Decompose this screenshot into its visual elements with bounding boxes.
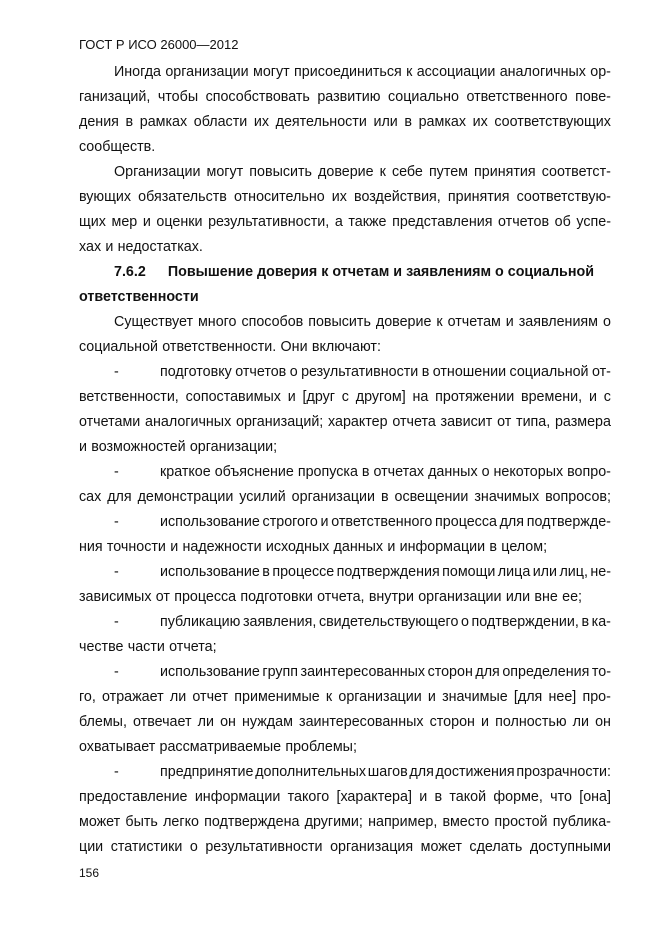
word: к	[406, 64, 413, 80]
word: ганизаций,	[79, 89, 151, 105]
word: усилий	[239, 489, 286, 505]
word: и	[287, 389, 296, 405]
list-bullet-dash: -	[114, 364, 119, 380]
word: от	[497, 414, 512, 430]
word: ли	[169, 689, 187, 705]
word: в	[125, 114, 134, 130]
word: в	[581, 614, 590, 630]
word: и	[105, 239, 114, 255]
word: рамках	[418, 114, 467, 130]
text-line	[79, 685, 611, 710]
text-line	[79, 435, 611, 460]
word: публика-	[552, 814, 611, 830]
word: значимых	[474, 489, 540, 505]
word: например,	[368, 814, 438, 830]
word: вместо	[442, 814, 490, 830]
word: присоединиться	[294, 64, 402, 80]
word: а	[334, 214, 343, 230]
word: сообществ.	[79, 139, 156, 155]
word: социальной	[79, 339, 159, 355]
word: другом]	[355, 389, 406, 405]
text-line	[79, 560, 611, 585]
text-line	[79, 210, 611, 235]
word: краткое	[160, 464, 211, 480]
word: вующих	[79, 189, 132, 205]
word: и	[481, 714, 490, 730]
word: процесса	[435, 514, 497, 530]
page-number: 156	[79, 866, 100, 880]
word: о	[602, 314, 611, 330]
word: от	[155, 589, 170, 605]
word: вопросов;	[545, 489, 611, 505]
word: принятия	[447, 189, 510, 205]
word: к	[379, 164, 386, 180]
word: путем	[428, 164, 468, 180]
word: ответственного	[331, 514, 433, 530]
word: отчета	[392, 414, 436, 430]
word: форме,	[493, 789, 543, 805]
word: вне	[534, 589, 558, 605]
text-line	[79, 385, 611, 410]
list-bullet-dash: -	[114, 564, 119, 580]
word: может	[420, 839, 462, 855]
word: внутри	[368, 589, 414, 605]
word: возможностей	[91, 439, 186, 455]
word: в	[404, 114, 412, 130]
word: информации	[194, 789, 281, 805]
text-line	[79, 160, 611, 185]
word: сторон	[427, 664, 473, 680]
word: и	[142, 214, 151, 230]
word: развитию	[317, 89, 381, 105]
word: ли	[572, 714, 589, 730]
word: помощи	[442, 564, 496, 580]
word: заявления,	[242, 614, 317, 630]
list-bullet-dash: -	[114, 514, 119, 530]
word: обязательств	[138, 189, 227, 205]
word: [для	[513, 689, 543, 705]
word: использование	[160, 664, 260, 680]
word: характер	[328, 414, 388, 430]
word: успе-	[576, 214, 611, 230]
word: отвечает	[133, 714, 192, 730]
word: целом;	[501, 539, 548, 555]
word: что	[550, 789, 572, 805]
word: заявлениям	[518, 314, 598, 330]
word: публикацию	[160, 614, 241, 630]
word: и	[505, 314, 514, 330]
word: хах	[79, 239, 102, 255]
word: и	[588, 389, 597, 405]
text-line	[79, 85, 611, 110]
word: об	[554, 214, 571, 230]
word: или	[373, 114, 398, 130]
word: результативности	[205, 839, 323, 855]
word: о	[289, 364, 298, 380]
word: отчетов	[498, 214, 550, 230]
word: в	[262, 564, 270, 580]
word: представления	[392, 214, 493, 230]
word: надежности	[182, 539, 262, 555]
word: информации	[399, 539, 486, 555]
word: размера	[554, 414, 611, 430]
word: легко	[163, 814, 199, 830]
text-line	[79, 60, 611, 85]
word: вопро-	[567, 464, 611, 480]
list-bullet-dash: -	[114, 664, 119, 680]
word: ответственного	[466, 89, 568, 105]
word: оценки	[156, 214, 203, 230]
word: дения	[79, 114, 119, 130]
word: свидетельствующего	[318, 614, 459, 630]
word: повысить	[249, 164, 312, 180]
word: также	[348, 214, 387, 230]
text-line	[79, 185, 611, 210]
text-line	[79, 510, 611, 535]
word: процесса	[174, 589, 237, 605]
word: заинтересованных	[300, 664, 426, 680]
word: полностью	[495, 714, 567, 730]
word: Иногда	[114, 64, 161, 80]
word: и	[79, 439, 87, 455]
word: прозрачности:	[516, 764, 611, 780]
word: достижения	[435, 764, 515, 780]
word: себе	[391, 164, 423, 180]
word: для	[107, 489, 132, 505]
text-line	[79, 310, 611, 335]
word: строгого	[262, 514, 318, 530]
word: подготовки	[240, 589, 313, 605]
word: и	[320, 514, 329, 530]
word: результативности	[301, 364, 419, 380]
word: организаций;	[236, 414, 324, 430]
word: не-	[590, 564, 611, 580]
word: от-	[591, 364, 611, 380]
word: процессе	[272, 564, 335, 580]
word: или	[532, 564, 558, 580]
word: [друг	[302, 389, 335, 405]
text-line	[79, 335, 611, 360]
word: сделать	[469, 839, 523, 855]
word: нуждам	[242, 714, 293, 730]
word: организация	[330, 839, 414, 855]
word: доверие	[375, 314, 432, 330]
text-line	[79, 110, 611, 135]
text-line	[79, 785, 611, 810]
word: сторон	[429, 714, 475, 730]
word: ли	[197, 714, 214, 730]
word: социальной	[509, 364, 589, 380]
word: подтверждена	[204, 814, 300, 830]
text-line	[79, 660, 611, 685]
word: доверие	[318, 164, 374, 180]
word: быть	[125, 814, 158, 830]
word: он	[595, 714, 611, 730]
word: определения	[502, 664, 590, 680]
text-line	[79, 535, 611, 560]
word: простой	[494, 814, 548, 830]
word: дополнительных	[255, 764, 367, 780]
word: статистики	[110, 839, 183, 855]
word: некоторых	[493, 464, 564, 480]
word: социально	[387, 89, 459, 105]
word: повысить	[308, 314, 371, 330]
word: отчетами	[79, 414, 141, 430]
word: много	[197, 314, 237, 330]
text-line	[79, 810, 611, 835]
section-number: 7.6.2	[114, 264, 146, 280]
word: их	[472, 114, 488, 130]
word: Организации	[114, 164, 201, 180]
word: ответственности.	[162, 339, 277, 355]
word: включают:	[311, 339, 381, 355]
text-line	[79, 235, 611, 260]
word: ка-	[591, 614, 611, 630]
word: отношении	[432, 364, 507, 380]
word: соответствующих	[494, 114, 611, 130]
word: для	[499, 514, 525, 530]
word: блемы,	[79, 714, 127, 730]
word: предоставление	[79, 789, 188, 805]
word: такой	[449, 789, 487, 805]
word: могут	[253, 64, 290, 80]
text-line	[79, 260, 611, 285]
word: рамках	[139, 114, 188, 130]
word: способов	[241, 314, 304, 330]
text-line	[79, 360, 611, 385]
word: честве	[79, 639, 124, 655]
word: для	[475, 664, 500, 680]
word: в	[361, 464, 370, 480]
word: охватывает	[79, 739, 156, 755]
word: точности	[106, 539, 166, 555]
word: деятельности	[275, 114, 367, 130]
word: и	[387, 539, 396, 555]
word: чтобы	[157, 89, 199, 105]
word: в	[489, 539, 498, 555]
word: демонстрации	[137, 489, 234, 505]
word: или	[505, 589, 531, 605]
word: заинтересованных	[299, 714, 424, 730]
word: в	[421, 364, 430, 380]
text-line	[79, 710, 611, 735]
word: Они	[280, 339, 308, 355]
word: результативности,	[208, 214, 330, 230]
word: отчетах	[373, 464, 425, 480]
word: типа,	[516, 414, 551, 430]
word: их	[253, 114, 269, 130]
word: данных	[333, 539, 384, 555]
word: сах	[79, 489, 102, 505]
word: соответствую-	[516, 189, 611, 205]
word: организации;	[189, 439, 278, 455]
word: принятия	[474, 164, 536, 180]
word: объяснение	[214, 464, 294, 480]
word: относительно	[234, 189, 325, 205]
text-line	[79, 610, 611, 635]
word: рассматриваемые	[159, 739, 282, 755]
word: Существует	[114, 314, 194, 330]
word: на	[412, 389, 429, 405]
word: нее]	[548, 689, 577, 705]
word: он	[220, 714, 236, 730]
word: с	[603, 389, 611, 405]
list-bullet-dash: -	[114, 464, 119, 480]
word: к	[436, 314, 443, 330]
word: мер	[111, 214, 138, 230]
word: данных	[428, 464, 478, 480]
word: организации	[418, 589, 502, 605]
word: лица	[497, 564, 531, 580]
word: сопоставимых	[185, 389, 281, 405]
word: ор-	[590, 64, 611, 80]
word: зависит	[440, 414, 493, 430]
word: пове-	[575, 89, 611, 105]
word: ассоциации	[416, 64, 496, 80]
word: для	[409, 764, 434, 780]
word: [она]	[579, 789, 611, 805]
word: недостатках.	[117, 239, 203, 255]
word: подтвержде-	[526, 514, 611, 530]
word: щих	[79, 214, 106, 230]
text-line	[79, 735, 611, 760]
word: времени,	[521, 389, 583, 405]
word: отчет	[192, 689, 229, 705]
word: применимые	[234, 689, 320, 705]
list-bullet-dash: -	[114, 614, 119, 630]
word: в	[380, 489, 389, 505]
word: предпринятие	[160, 764, 254, 780]
word: отчета,	[317, 589, 365, 605]
text-line	[79, 760, 611, 785]
word: пропуска	[297, 464, 358, 480]
word: ее;	[562, 589, 583, 605]
word: освещении	[394, 489, 469, 505]
word: отражает	[102, 689, 164, 705]
section-heading: Повышение доверия к отчетам и заявлениям о социальной	[167, 264, 594, 280]
word: о	[481, 464, 490, 480]
word: аналогичных	[145, 414, 232, 430]
word: области	[193, 114, 248, 130]
word: групп	[262, 664, 299, 680]
word: другими;	[304, 814, 363, 830]
word: ответственности	[79, 289, 199, 305]
word: лиц,	[559, 564, 588, 580]
word: ветственности,	[79, 389, 179, 405]
text-line	[79, 835, 611, 860]
word: использование	[160, 564, 260, 580]
word: ции	[79, 839, 104, 855]
word: ния	[79, 539, 103, 555]
text-line	[79, 635, 611, 660]
word: организации	[291, 489, 375, 505]
word: подготовку	[160, 364, 232, 380]
word: подтверждении,	[471, 614, 579, 630]
word: доступными	[529, 839, 611, 855]
word: организации	[338, 689, 422, 705]
word: с	[341, 389, 349, 405]
word: отчетов	[235, 364, 287, 380]
word: аналогичных	[499, 64, 586, 80]
word: подтверждения	[336, 564, 440, 580]
word: их	[331, 189, 347, 205]
word: шагов	[367, 764, 408, 780]
word: про-	[582, 689, 611, 705]
document-header: ГОСТ Р ИСО 26000—2012	[79, 37, 239, 52]
word: и	[419, 789, 428, 805]
body-text	[79, 60, 611, 860]
word: может	[79, 814, 121, 830]
word: к	[325, 689, 333, 705]
word: протяжении	[435, 389, 515, 405]
text-line	[79, 460, 611, 485]
word: зависимых	[79, 589, 152, 605]
word: использование	[160, 514, 260, 530]
text-line	[79, 585, 611, 610]
list-bullet-dash: -	[114, 764, 119, 780]
text-line	[79, 485, 611, 510]
text-line	[79, 410, 611, 435]
word: отчетам	[447, 314, 501, 330]
text-line	[79, 135, 611, 160]
word: воздействия,	[354, 189, 441, 205]
word: такого	[287, 789, 330, 805]
word: исходных	[265, 539, 330, 555]
word: и	[427, 689, 436, 705]
text-line	[79, 285, 611, 310]
word: проблемы;	[285, 739, 357, 755]
word: го,	[79, 689, 96, 705]
word: соответст-	[541, 164, 611, 180]
word: о	[189, 839, 198, 855]
word: могут	[206, 164, 244, 180]
word: значимые	[442, 689, 508, 705]
word: части	[127, 639, 165, 655]
word: [характера]	[336, 789, 412, 805]
word: то-	[591, 664, 611, 680]
word: о	[461, 614, 469, 630]
word: в	[434, 789, 443, 805]
word: организации	[165, 64, 249, 80]
word: отчета;	[169, 639, 217, 655]
word: и	[170, 539, 179, 555]
word: способствовать	[205, 89, 310, 105]
